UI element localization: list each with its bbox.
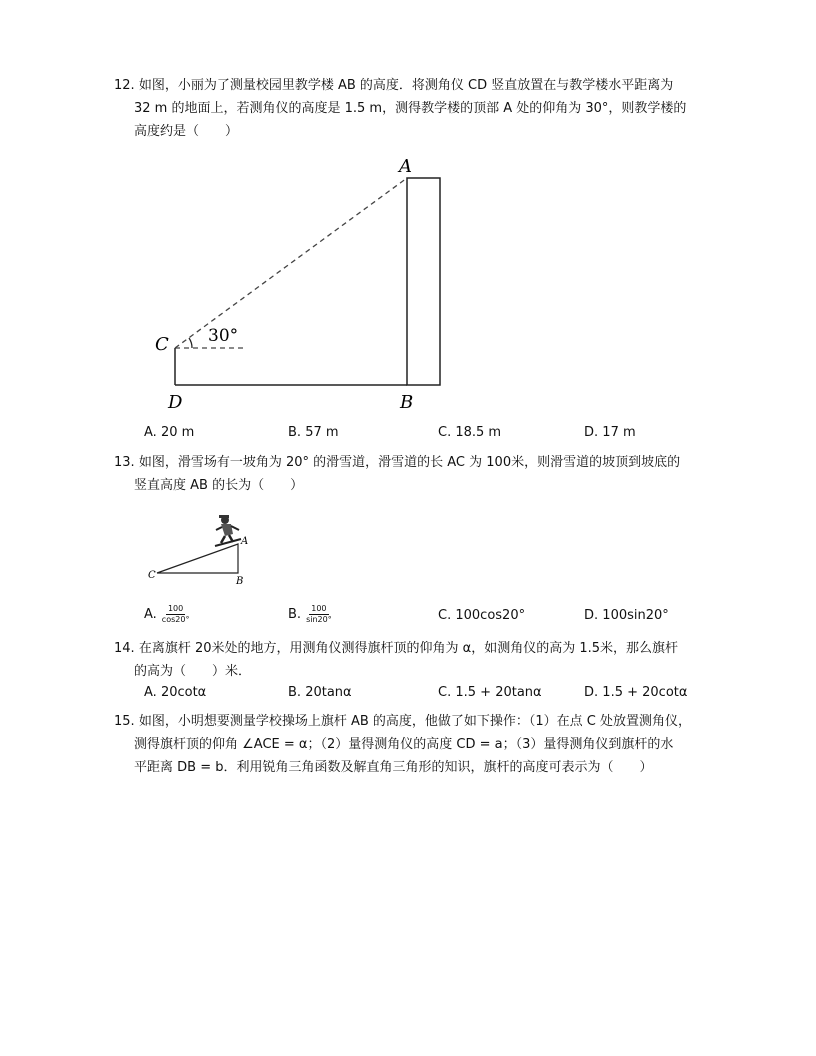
- question-13-line-1: 13. 如图，滑雪场有一坡角为 20° 的滑雪道，滑雪道的长 AC 为 100米，则滑雪道的坡顶到坡底的: [114, 455, 681, 470]
- question-14: [114, 637, 734, 683]
- option-13-d[interactable]: D. 100sin20°: [584, 608, 669, 623]
- question-15-line-2: 测得旗杆顶的仰角 ∠ACE = α；（2）量得测角仪的高度 CD = a；（3）量得测角仪到旗杆的水: [134, 737, 674, 752]
- option-12-b[interactable]: B. 57 m: [288, 425, 339, 440]
- question-12: [114, 74, 734, 143]
- option-13-b[interactable]: B. $\frac{100}{\sin 20^\circ}$: [288, 604, 332, 624]
- label-d: D: [168, 392, 183, 413]
- sightline-dashed: [175, 178, 407, 348]
- question-14-line-2: 的高为（ ）米．: [134, 664, 252, 679]
- label-b: B: [400, 392, 414, 413]
- question-12-number: 12.: [114, 78, 135, 93]
- question-13: [114, 451, 734, 497]
- angle-label: 30°: [208, 326, 239, 346]
- question-14-number: 14.: [114, 641, 135, 656]
- option-13-a[interactable]: A. $\frac{100}{\cos 20^\circ}$: [144, 604, 190, 624]
- skier-icon: [215, 515, 241, 546]
- option-12-a[interactable]: A. 20 m: [144, 425, 195, 440]
- label-c-13: C: [148, 570, 156, 581]
- option-14-d[interactable]: D. 1.5 + 20cotα: [584, 685, 688, 700]
- figure-building-height: [150, 150, 460, 420]
- figure-ski-slope: [145, 512, 260, 587]
- label-a-13: A: [241, 536, 249, 547]
- question-14-line-1: 14. 在离旗杆 20米处的地方，用测角仪测得旗杆顶的仰角为 α，如测角仪的高为 1.5米，那么旗杆: [114, 641, 679, 656]
- question-13-line-2: 竖直高度 AB 的长为（ ）: [134, 478, 304, 493]
- question-15-line-3: 平距离 DB = b．利用锐角三角函数及解直角三角形的知识，旗杆的高度可表示为（ ）: [134, 760, 653, 775]
- fraction-13-a: $\frac{100}{\cos 20^\circ}$: [161, 604, 190, 624]
- angle-arc: [189, 338, 192, 348]
- question-15: [114, 710, 734, 779]
- question-12-line-1: 12. 如图，小丽为了测量校园里教学楼 AB 的高度．将测角仪 CD 竖直放置在与教学楼水平距离为: [114, 78, 674, 93]
- question-12-line-2: 32 m 的地面上，若测角仪的高度是 1.5 m，测得教学楼的顶部 A 处的仰角为 30°，则教学楼的: [134, 101, 687, 116]
- question-12-options: [144, 425, 724, 447]
- question-15-number: 15.: [114, 714, 135, 729]
- fraction-13-b: $\frac{100}{\sin 20^\circ}$: [306, 604, 332, 624]
- option-14-b[interactable]: B. 20tanα: [288, 685, 352, 700]
- question-14-options: [144, 685, 724, 707]
- question-15-line-1: 15. 如图，小明想要测量学校操场上旗杆 AB 的高度，他做了如下操作：（1）在点 C 处放置测角仪，: [114, 714, 692, 729]
- label-b-13: B: [236, 576, 244, 587]
- question-13-number: 13.: [114, 455, 135, 470]
- label-c: C: [155, 334, 169, 355]
- option-14-a[interactable]: A. 20cotα: [144, 685, 207, 700]
- question-13-options: [144, 602, 724, 632]
- option-12-c[interactable]: C. 18.5 m: [438, 425, 502, 440]
- slope-triangle: [157, 544, 238, 573]
- option-12-d[interactable]: D. 17 m: [584, 425, 636, 440]
- question-12-line-3: 高度约是（ ）: [134, 124, 239, 139]
- option-14-c[interactable]: C. 1.5 + 20tanα: [438, 685, 542, 700]
- building-rect: [407, 178, 440, 385]
- option-13-c[interactable]: C. 100cos20°: [438, 608, 526, 623]
- label-a: A: [399, 156, 412, 177]
